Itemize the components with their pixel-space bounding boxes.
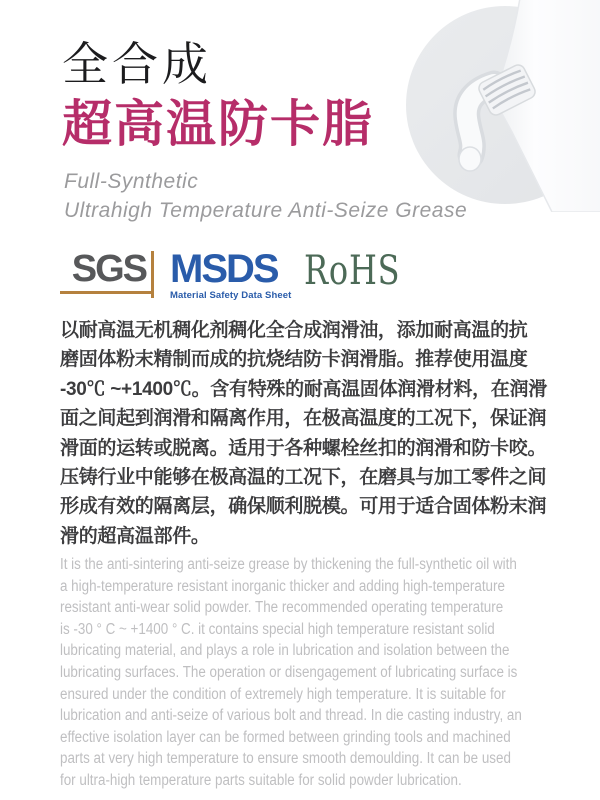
en-text-line: resistant anti-wear solid powder. The recommended operating temperature <box>60 599 504 617</box>
en-text-line: lubricating surfaces. The operation or disengagement of lubricating surface is <box>60 663 518 681</box>
cn-text-line: 滑的超高温部件。 <box>60 525 210 547</box>
sgs-underline <box>60 291 154 294</box>
en-text-line: for ultra-high temperature parts suitable for solid powder lubrication. <box>60 771 462 789</box>
en-text-line: lubrication and anti-seize of various bolt and thread. In die casting industry, an <box>60 707 522 725</box>
cn-text-line: 面之间起到润滑和隔离作用，在极高温度的工况下，保证润 <box>60 408 547 430</box>
product-subtitle-en <box>64 167 467 225</box>
en-text-line: It is the anti-sintering anti-seize grease by thickening the full-synthetic oil with <box>60 556 517 573</box>
en-text-line: ensured under the condition of extremely high temperature. It is suitable for <box>60 685 506 703</box>
rohs-logo-text: RoHS <box>304 248 401 294</box>
en-text-line: is -30 ° C ~ +1400 ° C. it contains special high temperature resistant solid <box>60 620 495 638</box>
en-text-line: parts at very high temperature to ensure smooth demoulding. It can be used <box>60 750 511 768</box>
sgs-vertical-bar <box>151 251 154 298</box>
cn-text-line: 滑面的运转或脱离。适用于各种螺栓丝扣的润滑和防卡咬。 <box>60 437 547 459</box>
cn-text-line: 压铸行业中能够在极高温的工况下，在磨具与加工零件之间 <box>60 467 547 489</box>
cn-text-line: 形成有效的隔离层，确保顺利脱模。可用于适合固体粉末润 <box>60 496 547 518</box>
cn-text-line: -30℃ ~+1400℃。含有特殊的耐高温固体润滑材料，在润滑 <box>60 378 547 400</box>
description-en <box>60 554 570 792</box>
product-title-cn: 全合成 <box>62 38 212 90</box>
subtitle-line-1: Full-Synthetic <box>64 170 199 193</box>
cn-text-line: 磨固体粉末精制而成的抗烧结防卡润滑脂。推荐使用温度 <box>60 349 528 371</box>
rohs-logo <box>304 248 400 294</box>
sgs-logo <box>60 250 154 294</box>
title-block <box>62 34 374 154</box>
msds-logo-text: MSDS <box>170 247 278 291</box>
en-text-line: effective isolation layer can be formed between grinding tools and machined <box>60 728 511 746</box>
en-text-line: lubricating material, and plays a role in lubrication and isolation between the <box>60 642 510 660</box>
subtitle-line-2: Ultrahigh Temperature Anti-Seize Grease <box>64 199 468 222</box>
msds-logo <box>170 249 291 301</box>
sgs-logo-text: SGS <box>71 248 146 290</box>
product-title-cn-accent: 超高温防卡脂 <box>62 96 374 152</box>
cn-text-line: 以耐高温无机稠化剂稠化全合成润滑油，添加耐高温的抗 <box>60 320 528 341</box>
description-cn <box>60 316 552 551</box>
en-text-line: a high-temperature resistant inorganic thicker and adding high-temperature <box>60 577 505 595</box>
msds-logo-subtext: Material Safety Data Sheet <box>170 290 292 301</box>
